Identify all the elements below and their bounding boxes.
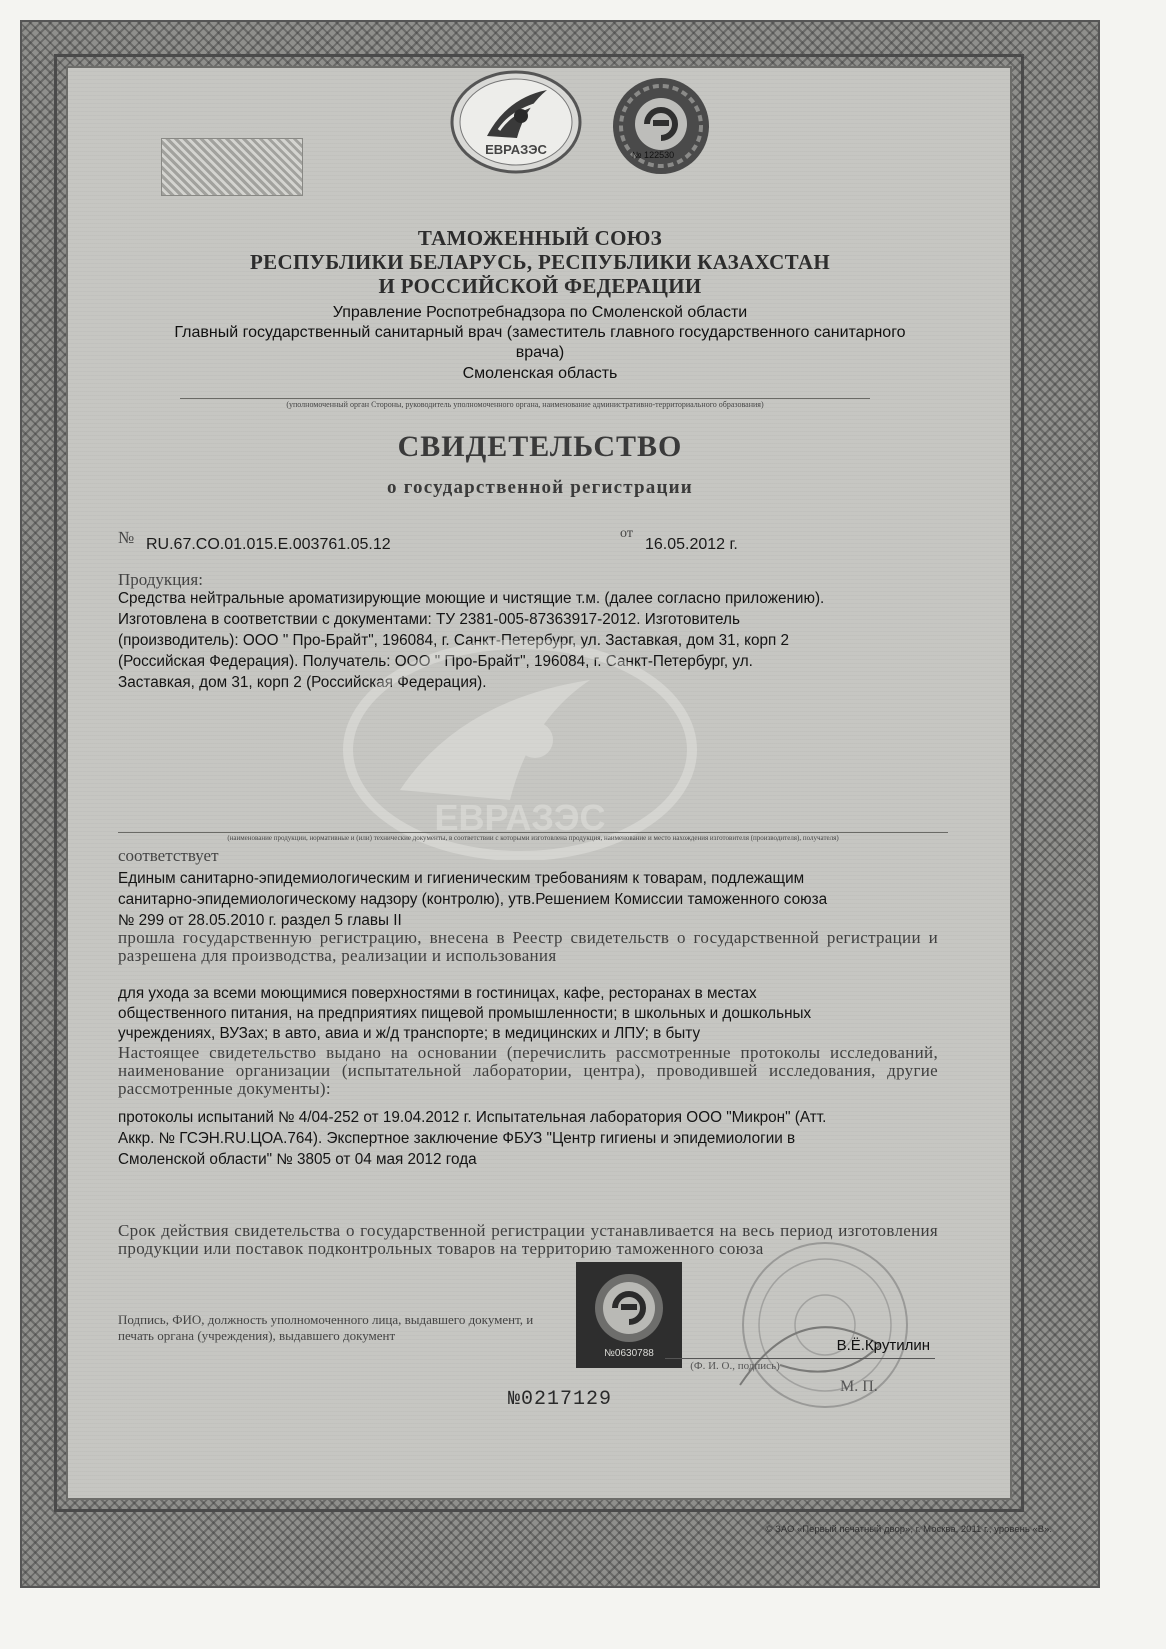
basis-statement: Настоящее свидетельство выдано на основании (перечислить рассмотренные протоколы исследований, наименование организации (испытательной лаборатории, центра), проводившей исследования, другие рассмотренные документы):: [118, 1043, 938, 1098]
union-line-3: И РОССИЙСКОЙ ФЕДЕРАЦИИ: [378, 274, 702, 298]
eac-number: № 122530: [631, 150, 675, 160]
authority-line-3: врача): [515, 344, 565, 361]
registered-statement: прошла государственную регистрацию, внесена в Реестр свидетельств о государственной регистрации и разрешена для производства, реализации и использования: [118, 928, 938, 965]
union-line-1: ТАМОЖЕННЫЙ СОЮЗ: [417, 226, 663, 250]
certificate-title: СВИДЕТЕЛЬСТВО: [397, 430, 683, 463]
form-serial-number: №0217129: [507, 1388, 612, 1411]
eac-mark-icon: [611, 76, 711, 176]
product-line-5: Заставкая, дом 31, корп 2 (Российская Федерация).: [118, 674, 487, 691]
compliance-line-2: санитарно-эпидемиологическому надзору (контролю), утв.Решением Комиссии таможенного союза: [118, 891, 828, 908]
eurasec-emblem-label: ЕВРАЗЭС: [485, 142, 547, 157]
hologram-sticker-icon: [576, 1262, 682, 1368]
signatory-name: В.Ё.Крутилин: [836, 1337, 930, 1354]
date-label: от: [620, 526, 633, 541]
authority-line-2: Главный государственный санитарный врач (заместитель главного государственного санитарного: [174, 324, 906, 341]
registration-number: RU.67.CO.01.015.E.003761.05.12: [146, 536, 391, 553]
product-line-1: Средства нейтральные ароматизирующие моющие и чистящие т.м. (далее согласно приложению).: [118, 590, 825, 607]
product-line-2: Изготовлена в соответствии с документами: ТУ 2381-005-87363917-2012. Изготовитель: [118, 611, 740, 628]
hologram-strip: [161, 138, 303, 196]
number-label: №: [118, 528, 135, 547]
eurasec-emblem: [447, 68, 585, 178]
product-caption: (наименование продукции, нормативные и (или) технические документы, в соответствии с которыми изготовлена продукция, наименование и место нахождения изготовителя (производителя), получателя): [118, 832, 948, 842]
seal-place-label: М. П.: [840, 1378, 878, 1395]
product-line-4: (Российская Федерация). Получатель: ООО " Про-Брайт", 196084, г. Санкт-Петербург, ул.: [118, 653, 753, 670]
usage-line-2: общественного питания, на предприятиях пищевой промышленности; в школьных и дошкольных: [118, 1005, 812, 1022]
union-line-2: РЕСПУБЛИКИ БЕЛАРУСЬ, РЕСПУБЛИКИ КАЗАХСТАН: [250, 250, 830, 274]
validity-statement: Срок действия свидетельства о государственной регистрации устанавливается на весь период изготовления продукции или поставок подконтрольных товаров на территорию таможенного союза: [118, 1221, 938, 1258]
authority-line-4: Смоленская область: [462, 365, 618, 382]
signature-line: [665, 1358, 935, 1359]
hologram-sticker: [576, 1262, 682, 1368]
usage-line-3: учреждениях, ВУЗах; в авто, авиа и ж/д транспорте; в медицинских и ЛПУ; в быту: [118, 1025, 701, 1042]
signature-caption: (Ф. И. О., подпись): [690, 1360, 780, 1372]
product-line-3: (производитель): ООО " Про-Брайт", 196084, г. Санкт-Петербург, ул. Заставкая, дом 31, корп 2: [118, 632, 790, 649]
basis-line-3: Смоленской области" № 3805 от 04 мая 2012 года: [118, 1151, 477, 1168]
basis-line-2: Аккр. № ГСЭН.RU.ЦОА.764). Экспертное заключение ФБУЗ "Центр гигиены и эпидемиологии в: [118, 1130, 796, 1147]
signature-label: Подпись, ФИО, должность уполномоченного лица, выдавшего документ, и печать органа (учреждения), выдавшего документ: [118, 1312, 534, 1343]
certificate-subtitle: о государственной регистрации: [387, 477, 693, 498]
eurasec-watermark: [340, 640, 700, 860]
eac-mark: [611, 76, 711, 176]
basis-line-1: протоколы испытаний № 4/04-252 от 19.04.2012 г. Испытательная лаборатория ООО "Микрон" (Атт.: [118, 1109, 827, 1126]
product-label: Продукция:: [118, 570, 203, 589]
registration-date: 16.05.2012 г.: [645, 536, 738, 553]
authority-caption: (уполномоченный орган Стороны, руководитель уполномоченного органа, наименование административно-территориального образования): [180, 398, 870, 409]
sticker-number: №0630788: [604, 1348, 654, 1359]
printer-credit: © ЗАО «Первый печатный двор», г. Москва, 2011 г., уровень «В».: [765, 1524, 1052, 1535]
usage-line-1: для ухода за всеми моющимися поверхностями в гостиницах, кафе, ресторанах в местах: [118, 985, 757, 1002]
authority-line-1: Управление Роспотребнадзора по Смоленской области: [332, 304, 748, 321]
eurasec-emblem-icon: [447, 68, 585, 178]
compliance-label: соответствует: [118, 846, 219, 865]
watermark-label: ЕВРАЗЭС: [434, 797, 606, 838]
compliance-line-1: Единым санитарно-эпидемиологическим и гигиеническим требованиям к товарам, подлежащим: [118, 870, 805, 887]
eurasec-watermark-icon: [340, 640, 700, 860]
compliance-line-3: № 299 от 28.05.2010 г. раздел 5 главы II: [118, 912, 402, 929]
